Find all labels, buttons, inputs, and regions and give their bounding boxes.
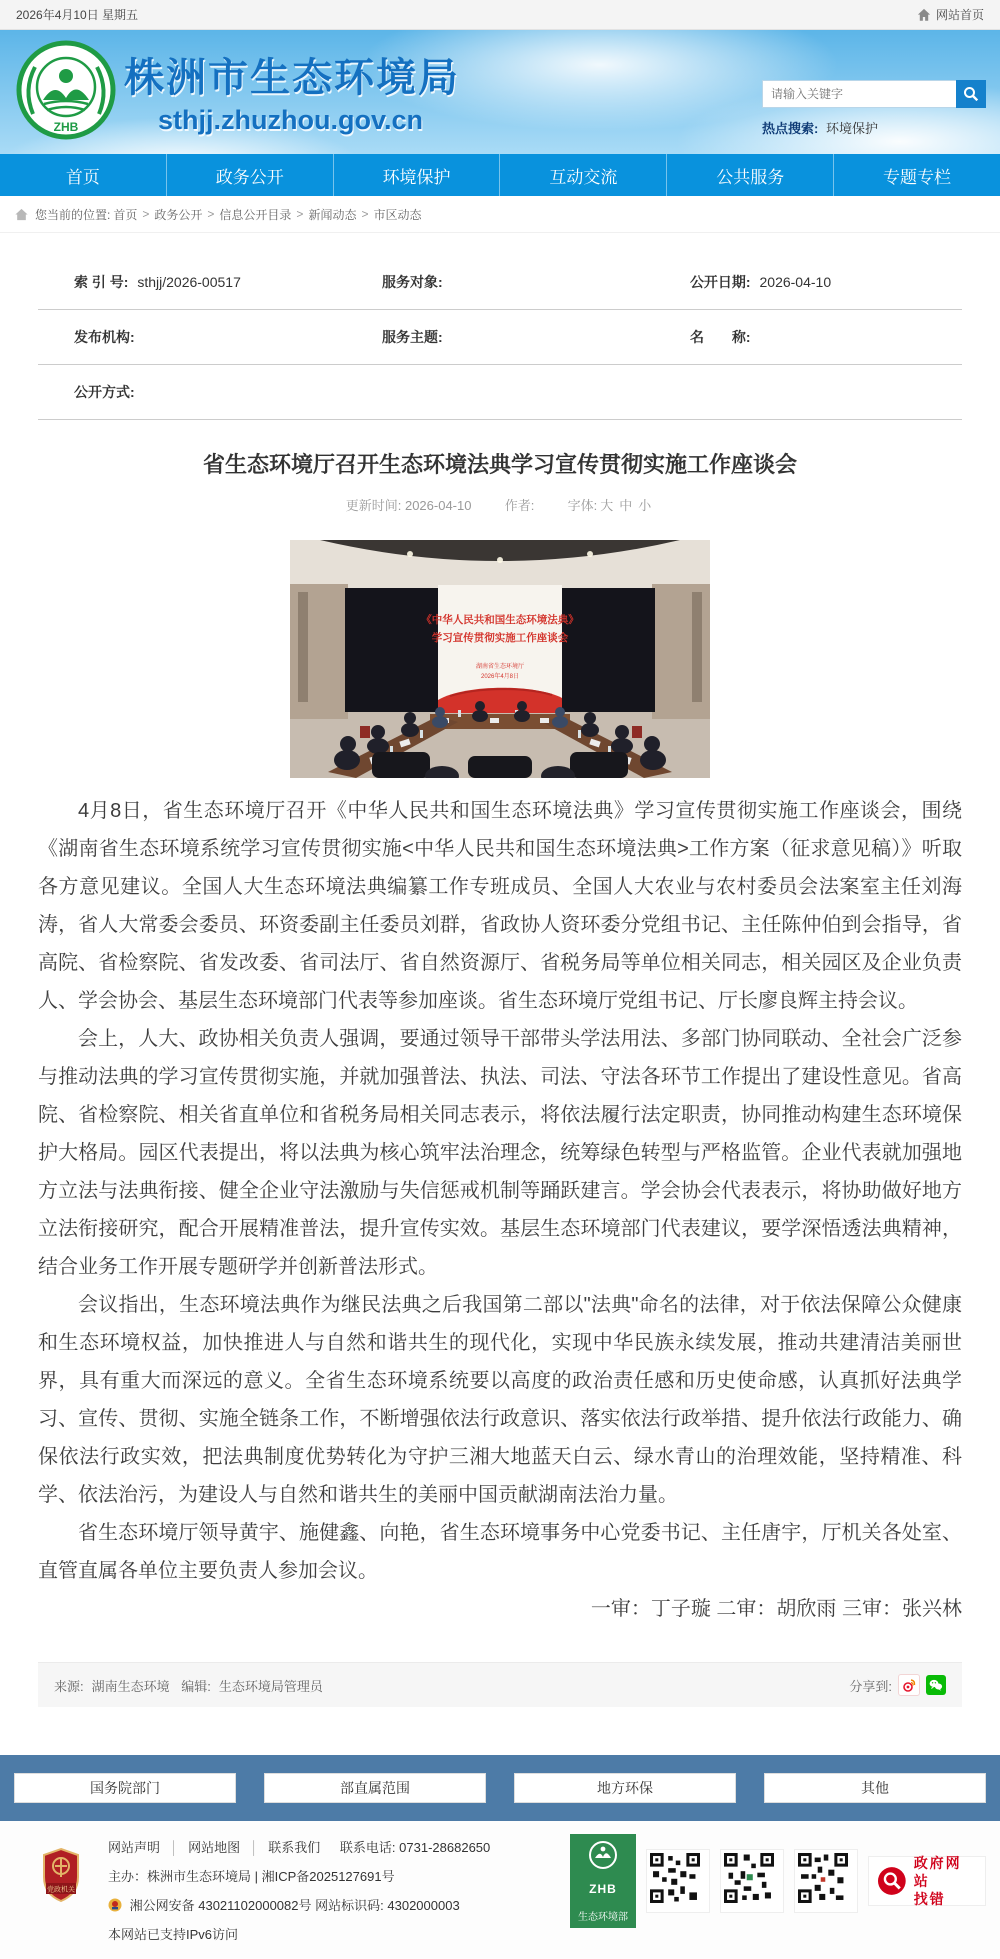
update-time-value: 2026-04-10 <box>404 498 472 513</box>
police-badge-icon <box>108 1898 122 1912</box>
weibo-icon <box>901 1677 917 1693</box>
nav-item-public-service[interactable]: 公共服务 <box>666 154 833 196</box>
photo-screen-date-line: 2026年4月8日 <box>480 674 520 680</box>
update-time-label: 更新时间: <box>345 498 402 513</box>
search-area <box>762 80 986 137</box>
meta-publish-date-value: 2026-04-10 <box>759 274 832 290</box>
party-gov-badge-icon <box>40 1847 82 1903</box>
photo-screen-org-line: 湖南省生态环境厅 <box>475 664 525 670</box>
conference-photo <box>290 540 710 778</box>
logo-acronym: ZHB <box>53 120 79 134</box>
site-footer <box>0 1821 1000 1959</box>
share-weibo-button[interactable] <box>898 1674 920 1696</box>
nav-item-interaction[interactable]: 互动交流 <box>499 154 666 196</box>
search-button[interactable] <box>956 80 986 108</box>
author-label: 作者: <box>504 498 535 513</box>
source-row <box>38 1662 962 1707</box>
font-size-small-button[interactable]: 小 <box>638 498 652 513</box>
meta-index-value: sthjj/2026-00517 <box>137 274 241 290</box>
breadcrumb-separator: > <box>296 207 304 221</box>
footer-ipv6-line: 本网站已支持IPv6访问 <box>108 1927 239 1942</box>
hot-search-label: 热点搜索: <box>762 121 819 136</box>
article-paragraph: 4月8日，省生态环境厅召开《中华人民共和国生态环境法典》学习宣传贯彻实施工作座谈会，围绕《湖南省生态环境系统学习宣传贯彻实施<中华人民共和国生态环境法典>工作方案（征求意见稿）》听取各方意见建议。全国人大生态环境法典编纂工作专班成员、全国人大农业与农村委员会法案室主任刘海涛，省人大常委会委员、环资委副主任委员刘群，省政协人资环委分党组书记、主任陈仲伯到会指导，省高院、省检察院、省发改委、省司法厅、省自然资源厅、省税务局等单位相关同志，相关园区及企业负责人、学会协会、基层生态环境部门代表等参加座谈。省生态环境厅党组书记、厅长廖良辉主持会议。 <box>38 800 962 1012</box>
site-header <box>0 30 1000 154</box>
meta-issuing-org <box>38 327 346 347</box>
link-select-other[interactable]: 其他 <box>764 1773 986 1803</box>
photo-screen-title-line2: 学习宣传贯彻实施工作座谈会 <box>431 632 569 644</box>
site-name: 株洲市生态环境局 <box>124 56 460 100</box>
meta-index-label: 索 引 号: <box>74 274 129 290</box>
font-size-medium-button[interactable]: 中 <box>619 498 633 513</box>
meta-doc-name-label: 名 称: <box>689 329 751 345</box>
source-value: 湖南生态环境 <box>91 1678 170 1694</box>
editor-label: 编辑: <box>181 1678 211 1694</box>
breadcrumb-item-news[interactable]: 新闻动态 <box>308 207 357 222</box>
home-icon <box>917 8 931 22</box>
meta-row <box>38 310 962 365</box>
site-url: sthjj.zhuzhou.gov.cn <box>158 105 423 135</box>
site-home-link[interactable] <box>917 6 984 23</box>
meta-publish-mode <box>38 382 346 402</box>
footer-link-sitemap[interactable]: 网站地图 <box>188 1840 241 1855</box>
meta-issuing-org-label: 发布机构: <box>74 329 135 345</box>
article-body <box>38 792 962 1628</box>
photo-screen-title-line1: 《中华人民共和国生态环境法典》 <box>421 614 579 626</box>
article-paragraph: 会议指出，生态环境法典作为继民法典之后我国第二部以"法典"命名的法律，对于依法保障公众健康和生态环境权益，加快推进人与自然和谐共生的现代化，实现中华民族永续发展，推动共建清洁美丽世界，具有重大而深远的意义。全省生态环境系统要以高度的政治责任感和历史使命感，认真抓好法典学习、宣传、贯彻、实施全链条工作，不断增强依法行政意识、落实依法行政举措、提升依法行政能力、确保依法行政实效，把法典制度优势转化为守护三湘大地蓝天白云、绿水青山的治理效能，坚持精准、科学、依法治污，为建设人与自然和谐共生的美丽中国贡献湖南法治力量。 <box>38 1294 962 1506</box>
footer-separator: │ <box>250 1840 259 1855</box>
nav-item-special-topics[interactable]: 专题专栏 <box>833 154 1000 196</box>
font-size-large-button[interactable]: 大 <box>600 498 614 513</box>
footer-security-line <box>108 1891 490 1920</box>
footer-text-block <box>108 1833 490 1949</box>
wechat-icon <box>928 1677 944 1693</box>
gov-site-error-report-badge[interactable] <box>868 1856 986 1906</box>
mee-emblem-icon <box>588 1840 618 1870</box>
error-report-magnifier-icon <box>877 1866 907 1896</box>
security-record-link[interactable]: 湘公网安备 43021102000082号 <box>129 1898 312 1913</box>
share-label: 分享到: <box>849 1678 892 1694</box>
mee-logo-acronym: ZHB <box>589 1882 617 1896</box>
breadcrumb-home-icon <box>14 207 29 222</box>
footer-host-line: 主办：株洲市生态环境局 | 湘ICP备2025127691号 <box>108 1869 395 1884</box>
meta-service-object-label: 服务对象: <box>381 274 443 290</box>
footer-link-statement[interactable]: 网站声明 <box>108 1840 161 1855</box>
breadcrumb-item-home[interactable]: 首页 <box>113 207 138 222</box>
home-link-label: 网站首页 <box>935 8 984 22</box>
footer-link-band <box>0 1755 1000 1821</box>
article-paragraph: 省生态环境厅领导黄宇、施健鑫、向艳，省生态环境事务中心党委书记、主任唐宇，厅机关各处室、直管直属各单位主要负责人参加会议。 <box>38 1522 962 1582</box>
footer-phone-label: 联系电话: <box>339 1840 396 1855</box>
top-bar <box>0 0 1000 30</box>
party-gov-badge-label: 党政机关 <box>47 1886 75 1894</box>
meta-service-topic-label: 服务主题: <box>381 329 443 345</box>
meta-row <box>38 365 962 420</box>
meta-publish-date-label: 公开日期: <box>689 274 751 290</box>
breadcrumb-separator: > <box>361 207 369 221</box>
share-wechat-button[interactable] <box>926 1675 946 1695</box>
nav-item-env-protection[interactable]: 环境保护 <box>333 154 500 196</box>
site-title-block <box>124 46 460 136</box>
mee-green-logo[interactable] <box>570 1834 636 1928</box>
breadcrumb-separator: > <box>142 207 150 221</box>
footer-phone-number: 0731-28682650 <box>399 1840 491 1855</box>
qr-code <box>646 1849 710 1913</box>
search-input[interactable] <box>762 80 956 108</box>
breadcrumb-label: 您当前的位置: <box>35 207 111 222</box>
error-badge-line1: 政府网站 <box>913 1855 962 1889</box>
article-meta-line <box>38 495 962 514</box>
breadcrumb-separator: > <box>207 207 215 221</box>
breadcrumb-item-gov-info[interactable]: 政务公开 <box>154 207 203 222</box>
hot-search-link[interactable]: 环境保护 <box>825 121 878 136</box>
qr-code <box>720 1849 784 1913</box>
review-line: 一审：丁子璇 二审：胡欣雨 三审：张兴林 <box>590 1598 962 1620</box>
meta-publish-date <box>654 272 962 292</box>
article-page <box>0 255 1000 1707</box>
source-info <box>54 1676 331 1695</box>
qr-code <box>794 1849 858 1913</box>
source-label: 来源: <box>54 1678 84 1694</box>
article-paragraph: 会上，人大、政协相关负责人强调，要通过领导干部带头学法用法、多部门协同联动、全社会广泛参与推动法典的学习宣传贯彻实施，并就加强普法、执法、司法、守法各环节工作提出了建设性意见。省高院、省检察院、相关省直单位和省税务局相关同志表示，将依法履行法定职责，协同推动构建生态环境保护大格局。园区代表提出，将以法典为核心筑牢法治理念，统筹绿色转型与严格监管。企业代表就加强地方立法与法典衔接、健全企业守法激励与失信惩戒机制等踊跃建言。学会协会代表表示，将协助做好地方立法衔接研究，配合开展精准普法，提升宣传实效。基层生态环境部门代表建议，要学深悟透法典精神，结合业务工作开展专题研学并创新普法形式。 <box>38 1028 962 1278</box>
breadcrumb-item-city-news: 市区动态 <box>373 207 422 222</box>
site-code-value: 4302000003 <box>387 1898 460 1913</box>
footer-links-line <box>108 1833 490 1862</box>
meta-index-number <box>38 272 346 292</box>
editor-value: 生态环境局管理员 <box>218 1678 323 1694</box>
meta-publish-mode-label: 公开方式: <box>74 384 135 400</box>
current-date: 2026年4月10日 星期五 <box>16 8 139 22</box>
main-nav <box>0 154 1000 196</box>
hot-search-row <box>762 118 986 137</box>
document-meta-table <box>38 255 962 420</box>
nav-item-gov-info[interactable]: 政务公开 <box>166 154 333 196</box>
nav-item-home[interactable]: 首页 <box>65 167 100 187</box>
search-icon <box>963 86 979 102</box>
error-badge-line2: 找错 <box>913 1891 946 1907</box>
page-title: 省生态环境厅召开生态环境法典学习宣传贯彻实施工作座谈会 <box>202 452 797 477</box>
share-bar <box>849 1674 946 1696</box>
bureau-logo-icon <box>16 40 116 140</box>
meta-row <box>38 255 962 310</box>
meta-service-object <box>346 272 654 292</box>
font-size-label: 字体: <box>567 498 598 513</box>
site-code-label: 网站标识码: <box>315 1898 384 1913</box>
footer-separator: │ <box>170 1840 179 1855</box>
link-select-local-env[interactable]: 地方环保 <box>514 1773 736 1803</box>
meta-doc-name <box>654 327 962 347</box>
breadcrumb <box>0 196 1000 233</box>
link-select-state-council[interactable]: 国务院部门 <box>14 1773 236 1803</box>
footer-link-contact[interactable]: 联系我们 <box>268 1840 321 1855</box>
breadcrumb-item-info-catalog[interactable]: 信息公开目录 <box>219 207 292 222</box>
link-select-ministry-units[interactable]: 部直属范围 <box>264 1773 486 1803</box>
mee-logo-label: 生态环境部 <box>578 1912 628 1923</box>
meta-service-topic <box>346 327 654 347</box>
